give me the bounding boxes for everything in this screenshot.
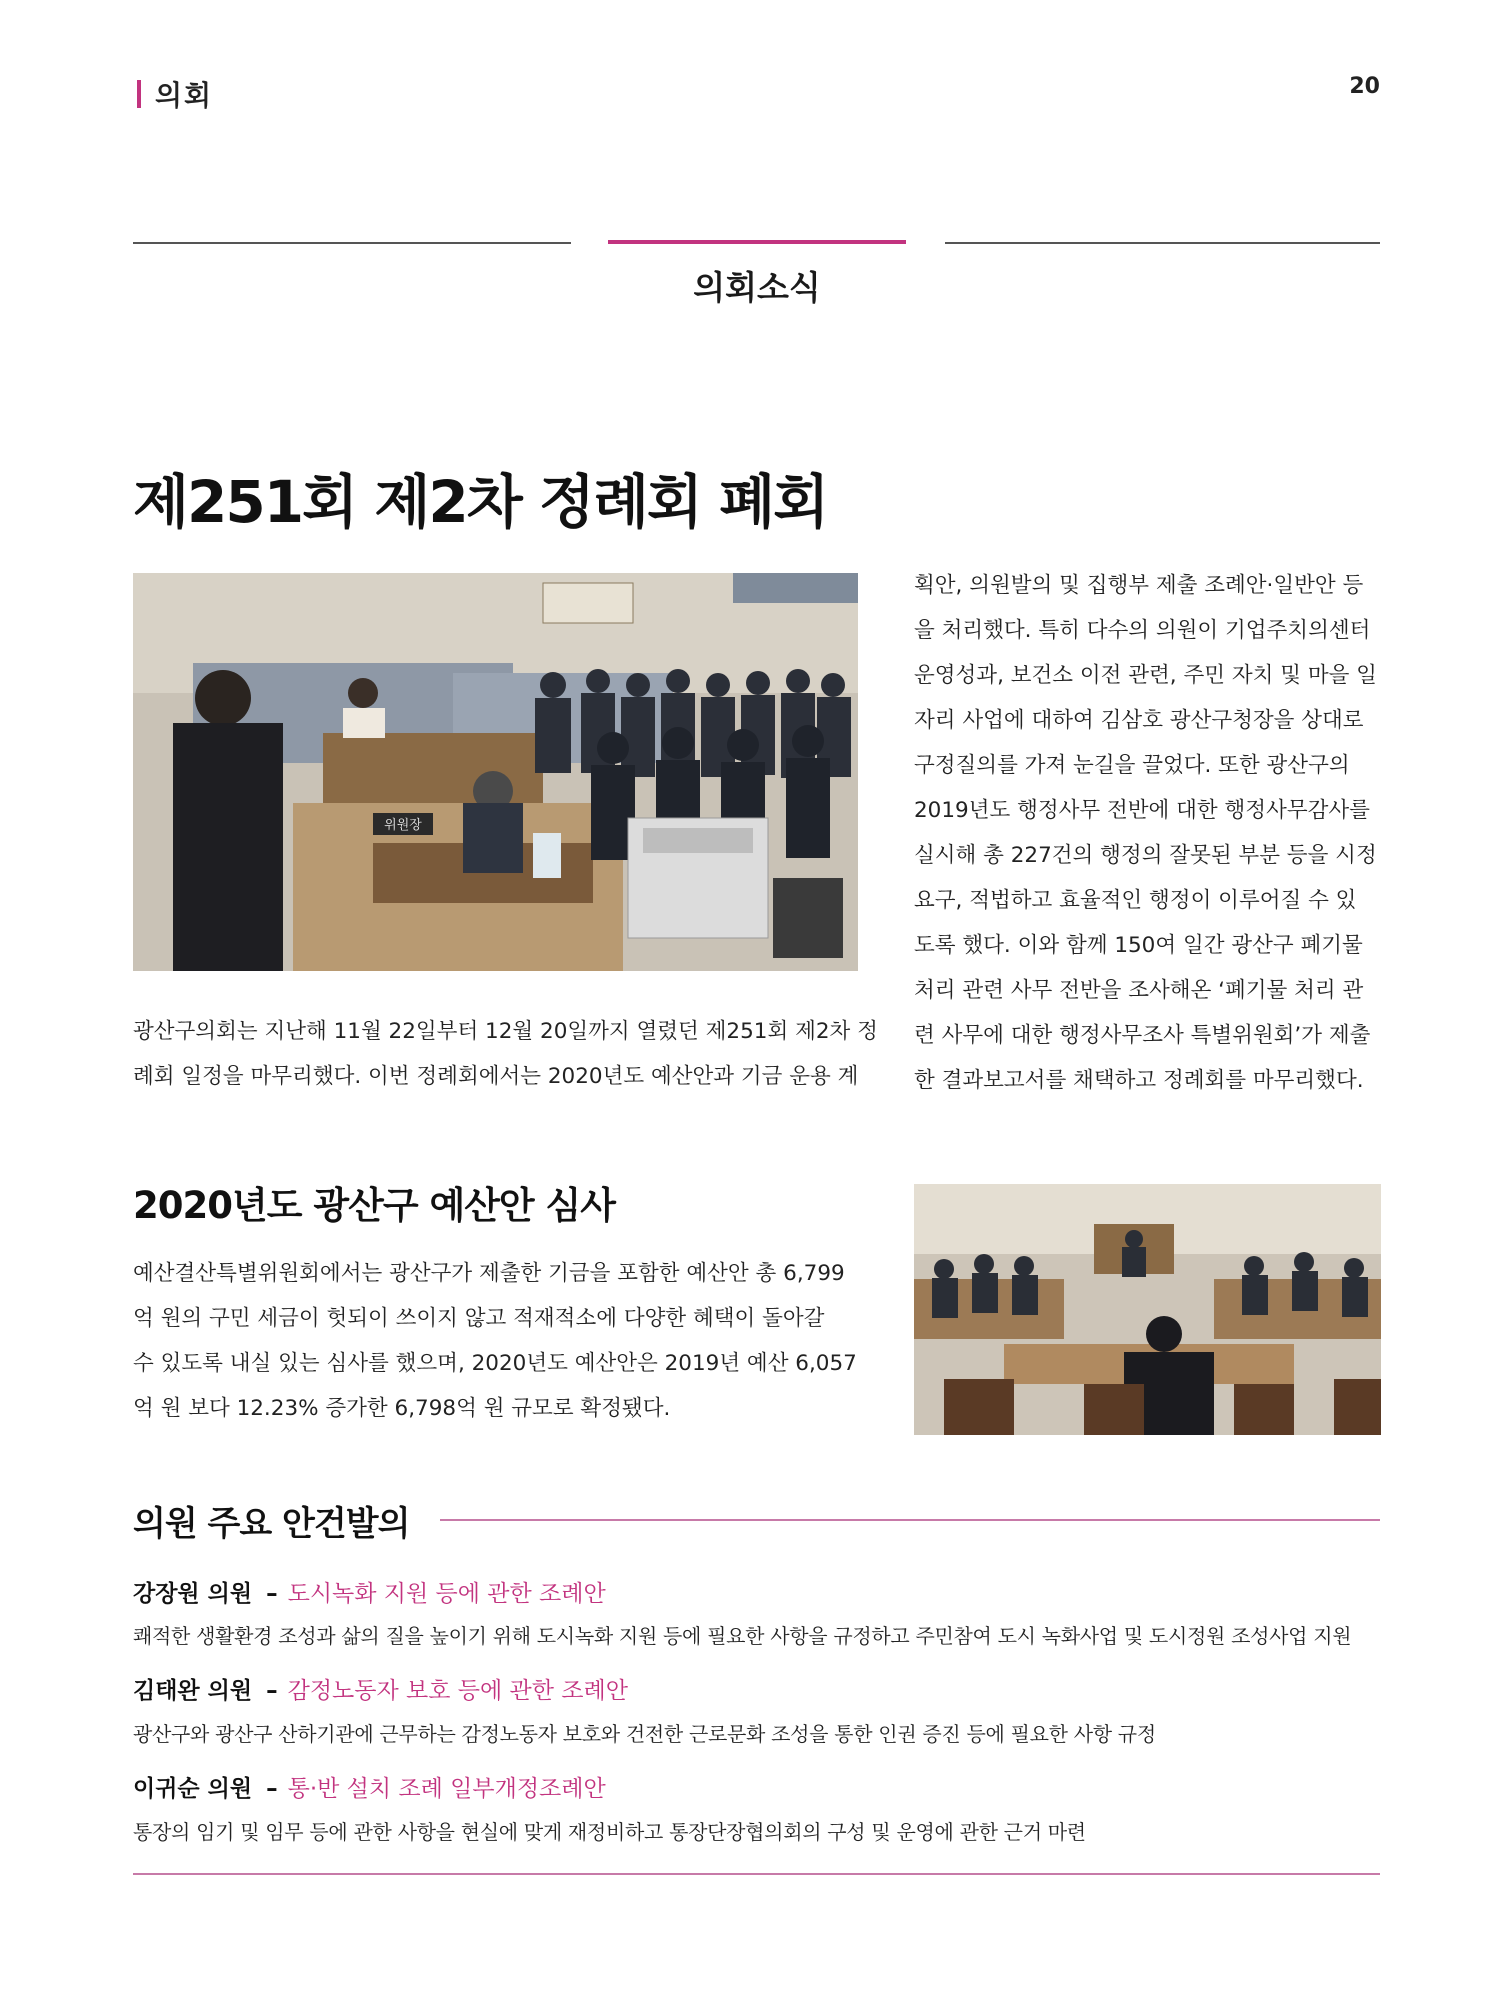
budget-line: 억 원 보다 12.23% 증가한 6,798억 원 규모로 확정됐다. [133, 1396, 671, 1421]
bill-header [133, 1672, 628, 1705]
banner-rule-accent [608, 240, 906, 244]
intro-line: 구정질의를 가져 눈길을 끌었다. 또한 광산구의 [914, 753, 1350, 778]
budget-line: 예산결산특별위원회에서는 광산구가 제출한 기금을 포함한 예산안 총 6,799 [133, 1261, 845, 1286]
article-intro-left [133, 1009, 878, 1099]
bill-member: 강장원 의원 [133, 1581, 253, 1607]
intro-line: 광산구의회는 지난해 11월 22일부터 12월 20일까지 열렸던 제251회 제2차 정 [133, 1019, 878, 1044]
intro-line: 처리 관련 사무 전반을 조사해온 ‘폐기물 처리 관 [914, 978, 1364, 1003]
intro-line: 도록 했다. 이와 함께 150여 일간 광산구 폐기물 [914, 933, 1363, 958]
intro-line: 2019년도 행정사무 전반에 대한 행정사무감사를 [914, 798, 1370, 823]
bill-header [133, 1575, 606, 1608]
intro-line: 을 처리했다. 특히 다수의 의원이 기업주치의센터 [914, 618, 1371, 643]
bill-dash: – [266, 1581, 278, 1607]
section-title: 의회소식 [693, 268, 821, 307]
budget-heading: 2020년도 광산구 예산안 심사 [133, 1184, 616, 1227]
intro-line: 련 사무에 대한 행정사무조사 특별위원회’가 제출 [914, 1023, 1371, 1048]
intro-line: 획안, 의원발의 및 집행부 제출 조례안·일반안 등 [914, 573, 1364, 598]
bills-heading: 의원 주요 안건발의 [133, 1504, 410, 1544]
intro-line: 례회 일정을 마무리했다. 이번 정례회에서는 2020년도 예산안과 기금 운용 계 [133, 1064, 859, 1089]
bill-dash: – [266, 1678, 278, 1704]
bill-member: 이귀순 의원 [133, 1776, 253, 1802]
council-session-photo [133, 573, 858, 971]
banner-rule-right [945, 242, 1380, 244]
bill-title: 감정노동자 보호 등에 관한 조례안 [287, 1678, 628, 1704]
article-title: 제251회 제2차 정례회 폐회 [133, 468, 828, 536]
bill-summary: 광산구와 광산구 산하기관에 근무하는 감정노동자 보호와 건전한 근로문화 조성을 통한 인권 증진 등에 필요한 사항 규정 [133, 1722, 1156, 1746]
intro-line: 자리 사업에 대하여 김삼호 광산구청장을 상대로 [914, 708, 1364, 733]
bill-title: 통·반 설치 조례 일부개정조례안 [287, 1776, 606, 1802]
article-intro-right [914, 563, 1384, 1103]
header-section-label: 의회 [155, 79, 214, 112]
budget-line: 억 원의 구민 세금이 헛되이 쓰이지 않고 적재적소에 다양한 혜택이 돌아갈 [133, 1306, 825, 1331]
budget-paragraph [133, 1251, 873, 1431]
banner-rule-left [133, 242, 571, 244]
bill-summary: 통장의 임기 및 임무 등에 관한 사항을 현실에 맞게 재정비하고 통장단장협의회의 구성 및 운영에 관한 근거 마련 [133, 1820, 1086, 1844]
header-accent-bar [137, 80, 141, 108]
bill-title: 도시녹화 지원 등에 관한 조례안 [287, 1581, 606, 1607]
intro-line: 요구, 적법하고 효율적인 행정이 이루어질 수 있 [914, 888, 1357, 913]
nameplate-text: 위원장 [384, 818, 422, 833]
intro-line: 운영성과, 보건소 이전 관련, 주민 자치 및 마을 일 [914, 663, 1377, 688]
bill-summary: 쾌적한 생활환경 조성과 삶의 질을 높이기 위해 도시녹화 지원 등에 필요한 사항을 규정하고 주민참여 도시 녹화사업 및 도시정원 조성사업 지원 [133, 1624, 1352, 1648]
bottom-rule [133, 1873, 1380, 1875]
bill-dash: – [266, 1776, 278, 1802]
budget-committee-photo [914, 1184, 1381, 1435]
intro-line: 실시해 총 227건의 행정의 잘못된 부분 등을 시정 [914, 843, 1377, 868]
bill-header [133, 1770, 606, 1803]
intro-line: 한 결과보고서를 채택하고 정례회를 마무리했다. [914, 1068, 1364, 1093]
page-number: 20 [1349, 74, 1380, 99]
bills-heading-rule [440, 1519, 1380, 1521]
bill-member: 김태완 의원 [133, 1678, 253, 1704]
budget-line: 수 있도록 내실 있는 심사를 했으며, 2020년도 예산안은 2019년 예산 6,057 [133, 1351, 857, 1376]
